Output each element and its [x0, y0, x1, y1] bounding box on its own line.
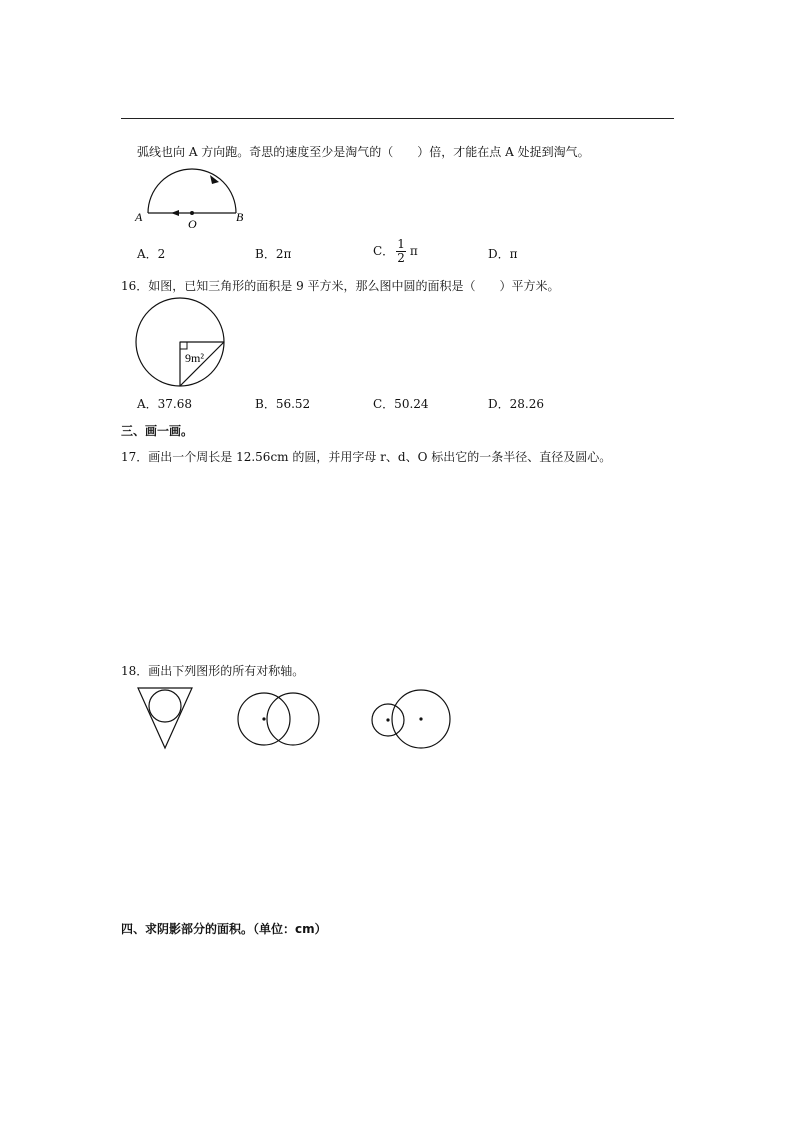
q15-option-c — [373, 238, 418, 265]
q18-equal-circle-left-center — [262, 717, 265, 720]
q16-right-angle-mark — [180, 342, 187, 349]
q15-line-arrow-icon — [171, 210, 179, 216]
q15-option-d: D．π — [488, 247, 518, 261]
q15-option-a: A．2 — [137, 247, 166, 261]
q18-triangle-circle-figure — [136, 686, 196, 752]
q15-label-o: O — [188, 217, 197, 231]
q18-text: 18．画出下列图形的所有对称轴。 — [121, 664, 305, 678]
q15-arc-arrow-icon — [210, 175, 219, 184]
q16-option-d: D．28.26 — [488, 397, 544, 411]
q16-option-a: A．37.68 — [137, 397, 193, 411]
q16-area-label: 9m² — [185, 351, 204, 365]
q18-unequal-circles-figure — [366, 686, 456, 752]
q18-inverted-triangle — [138, 688, 192, 748]
q15-label-b: B — [236, 210, 244, 224]
q15-arc — [148, 169, 236, 213]
q18-small-circle-center — [386, 718, 389, 721]
q17-text: 17．画出一个周长是 12.56cm 的圆，并用字母 r、d、O 标出它的一条半径、直径及圆心。 — [121, 450, 612, 464]
section3-title: 三、画一画。 — [121, 424, 194, 438]
q15-center-dot — [190, 211, 194, 215]
q15-label-a: A — [135, 210, 143, 224]
q16-option-b: B．56.52 — [255, 397, 311, 411]
q18-equal-circle-right — [267, 693, 319, 745]
header-rule — [121, 118, 674, 119]
q18-inscribed-circle — [149, 690, 181, 722]
q16-option-c: C．50.24 — [373, 397, 429, 411]
q15-option-c-prefix: C． — [373, 244, 395, 258]
q15-option-c-suffix: π — [409, 244, 418, 258]
q15-semicircle-figure — [130, 165, 250, 235]
q15-option-b: B．2π — [255, 247, 292, 261]
q15-option-c-fraction — [396, 238, 406, 265]
section4-title: 四、求阴影部分的面积。（单位：cm） — [121, 922, 327, 936]
q18-large-circle-center — [419, 717, 422, 720]
q15-text: 弧线也向 A 方向跑。奇思的速度至少是淘气的（ ）倍，才能在点 A 处捉到淘气。 — [137, 145, 590, 159]
q15-option-c-numerator: 1 — [397, 237, 405, 251]
q16-text: 16．如图，已知三角形的面积是 9 平方米，那么图中圆的面积是（ ）平方米。 — [121, 279, 560, 293]
q15-option-c-denominator: 2 — [397, 251, 405, 265]
q16-circle-figure — [130, 296, 240, 391]
q18-equal-circles-figure — [236, 690, 326, 750]
